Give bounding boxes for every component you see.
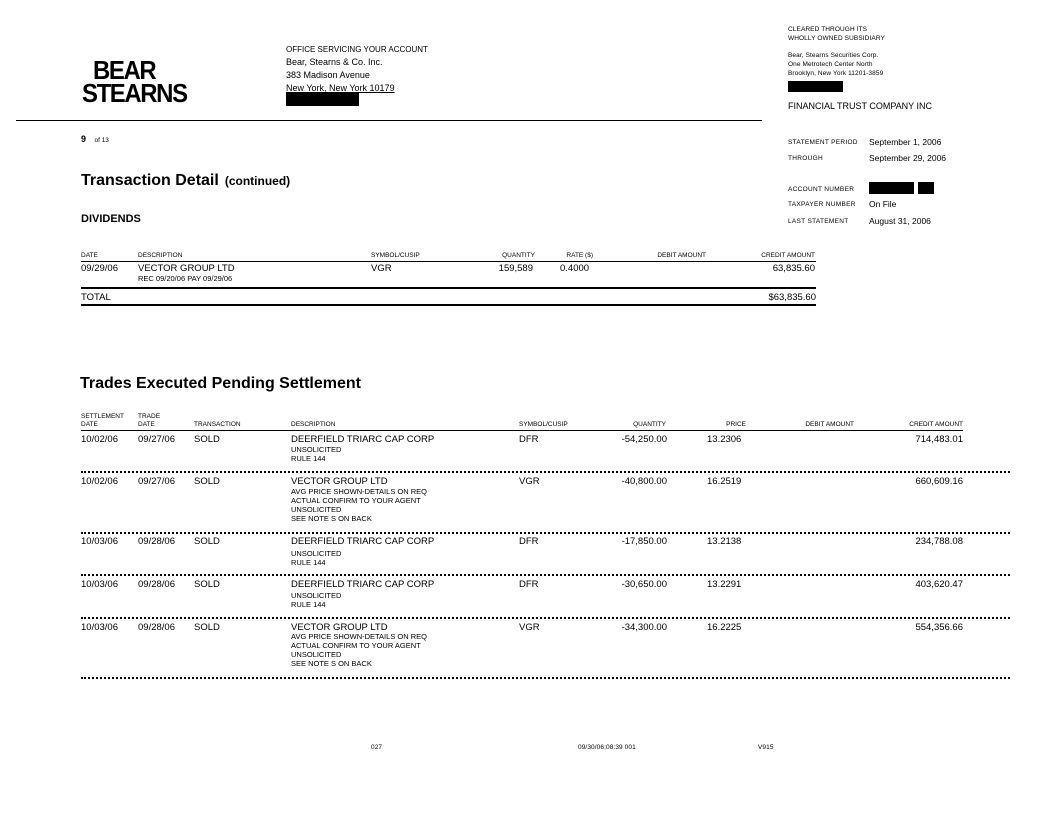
trade-trade-date: 09/28/06: [138, 579, 175, 590]
trades-col-trade: [138, 413, 160, 429]
trades-title: Trades Executed Pending Settlement: [80, 375, 361, 392]
trade-sub-3: SEE NOTE S ON BACK: [291, 514, 372, 523]
last-statement-label: LAST STATEMENT: [788, 218, 849, 225]
div-total-rule-top: [81, 287, 816, 289]
trade-trade-date: 09/28/06: [138, 536, 175, 547]
trade-description: VECTOR GROUP LTD: [291, 622, 388, 633]
transaction-detail-title: [81, 172, 290, 190]
footer-code-1: 027: [371, 744, 383, 751]
trade-settle-date: 10/03/06: [81, 579, 118, 590]
trade-transaction: SOLD: [194, 476, 220, 487]
trade-sub-1: ACTUAL CONFIRM TO YOUR AGENT: [291, 496, 421, 505]
trade-trade-date: 09/27/06: [138, 476, 175, 487]
clearing-heading-1: CLEARED THROUGH ITS: [788, 26, 868, 33]
div-header-rule: [81, 261, 816, 262]
trade-description: DEERFIELD TRIARC CAP CORP: [291, 536, 435, 547]
taxpayer-number-label: TAXPAYER NUMBER: [788, 201, 856, 208]
trades-col-debit: DEBIT AMOUNT: [805, 421, 854, 428]
trade-description: DEERFIELD TRIARC CAP CORP: [291, 579, 435, 590]
trades-col-transaction: TRANSACTION: [194, 421, 241, 428]
taxpayer-number-value: On File: [869, 199, 897, 209]
clearing-name: Bear, Stearns Securities Corp.: [788, 52, 879, 59]
trade-settle-date: 10/02/06: [81, 476, 118, 487]
office-address: 383 Madison Avenue: [286, 70, 370, 80]
dividends-title: DIVIDENDS: [81, 213, 141, 225]
trade-sub-0: UNSOLICITED: [291, 549, 342, 558]
trades-col-quantity: QUANTITY: [633, 421, 666, 428]
trade-credit: 660,609.16: [915, 476, 963, 487]
div-col-debit: DEBIT AMOUNT: [657, 252, 706, 259]
trade-quantity: -17,850.00: [621, 536, 667, 547]
trade-sub-0: AVG PRICE SHOWN-DETAILS ON REQ: [291, 632, 427, 641]
redaction-office: [286, 93, 359, 106]
redaction-account-1: [869, 182, 914, 194]
row-separator: [81, 532, 1010, 534]
trades-header-rule: [81, 430, 963, 431]
div-row-date: 09/29/06: [81, 263, 118, 274]
div-row-quantity: 159,589: [498, 263, 533, 274]
trade-credit: 234,788.08: [915, 536, 963, 547]
logo-line-2: STEARNS: [82, 78, 187, 108]
through-value: September 29, 2006: [869, 153, 947, 163]
trade-price: 13.2138: [707, 536, 742, 547]
page-number: 9: [81, 134, 87, 144]
trade-transaction: SOLD: [194, 434, 220, 445]
trades-col-credit: CREDIT AMOUNT: [909, 421, 963, 428]
bear-stearns-logo: [82, 55, 187, 108]
trade-credit: 554,356.66: [915, 622, 963, 633]
trade-quantity: -54,250.00: [621, 434, 667, 445]
trade-settle-date: 10/03/06: [81, 536, 118, 547]
trade-sub-2: UNSOLICITED: [291, 505, 342, 514]
clearing-heading-2: WHOLLY OWNED SUBSIDIARY: [788, 35, 885, 42]
office-name: Bear, Stearns & Co. Inc.: [286, 57, 383, 67]
trade-description: VECTOR GROUP LTD: [291, 476, 388, 487]
redaction-clearing: [788, 81, 843, 92]
footer-code-2: 09/30/06;08:39 001: [578, 744, 636, 751]
trade-settle-date: 10/03/06: [81, 622, 118, 633]
div-row-sub: REC 09/20/06 PAY 09/29/06: [138, 274, 233, 283]
continued-label: (continued): [224, 174, 291, 188]
trade-description: DEERFIELD TRIARC CAP CORP: [291, 434, 435, 445]
clearing-address: One Metrotech Center North: [788, 61, 873, 68]
page-of: of 13: [94, 137, 109, 144]
trades-col-settle-2: DATE: [81, 421, 98, 428]
trades-col-settle: [81, 413, 124, 429]
redaction-account-2: [918, 182, 934, 194]
trade-sub-3: SEE NOTE S ON BACK: [291, 659, 372, 668]
account-number-label: ACCOUNT NUMBER: [788, 186, 855, 193]
trade-transaction: SOLD: [194, 536, 220, 547]
row-separator: [81, 677, 1010, 679]
trade-symbol: DFR: [519, 579, 539, 590]
trade-sub-1: RULE 144: [291, 558, 326, 567]
trade-sub-0: UNSOLICITED: [291, 591, 342, 600]
div-total-label: TOTAL: [81, 292, 111, 303]
div-col-symbol: SYMBOL/CUSIP: [371, 252, 420, 259]
trade-sub-0: AVG PRICE SHOWN-DETAILS ON REQ: [291, 487, 427, 496]
transaction-detail-text: Transaction Detail: [81, 172, 219, 189]
div-row-description: VECTOR GROUP LTD: [138, 263, 235, 274]
div-total-value: $63,835.60: [768, 292, 816, 303]
trade-transaction: SOLD: [194, 579, 220, 590]
page-indicator: [81, 129, 109, 147]
trade-quantity: -30,650.00: [621, 579, 667, 590]
trades-col-settle-1: SETTLEMENT: [81, 413, 124, 420]
div-col-rate: RATE ($): [566, 252, 593, 259]
office-block: [286, 43, 428, 95]
trades-col-trade-1: TRADE: [138, 413, 161, 420]
account-holder: FINANCIAL TRUST COMPANY INC: [788, 101, 933, 111]
div-col-quantity: QUANTITY: [502, 252, 535, 259]
statement-period-value: September 1, 2006: [869, 137, 942, 147]
trade-settle-date: 10/02/06: [81, 434, 118, 445]
trade-sub-0: UNSOLICITED: [291, 445, 342, 454]
header-divider: [16, 120, 762, 121]
div-col-description: DESCRIPTION: [138, 252, 183, 259]
last-statement-value: August 31, 2006: [869, 216, 931, 226]
trade-sub-1: ACTUAL CONFIRM TO YOUR AGENT: [291, 641, 421, 650]
div-row-credit: 63,835.60: [772, 263, 815, 274]
trade-quantity: -34,300.00: [621, 622, 667, 633]
div-row-rate: 0.4000: [560, 263, 590, 274]
row-separator: [81, 617, 1010, 619]
row-separator: [81, 574, 1010, 576]
trade-sub-1: RULE 144: [291, 600, 326, 609]
div-row-symbol: VGR: [371, 263, 392, 274]
clearing-city: Brooklyn, New York 11201-3859: [788, 70, 884, 77]
trade-price: 16.2519: [707, 476, 742, 487]
office-city: New York, New York 10179: [286, 83, 395, 93]
trade-price: 13.2306: [707, 434, 742, 445]
trade-trade-date: 09/28/06: [138, 622, 175, 633]
trade-price: 13.2291: [707, 579, 742, 590]
div-col-date: DATE: [81, 252, 98, 259]
through-label: THROUGH: [788, 155, 823, 162]
office-heading: OFFICE SERVICING YOUR ACCOUNT: [286, 45, 428, 54]
trade-credit: 714,483.01: [915, 434, 963, 445]
trades-col-trade-2: DATE: [138, 421, 155, 428]
trade-sub-2: UNSOLICITED: [291, 650, 342, 659]
div-col-credit: CREDIT AMOUNT: [761, 252, 815, 259]
trade-symbol: VGR: [519, 476, 540, 487]
row-separator: [81, 471, 1010, 473]
trade-transaction: SOLD: [194, 622, 220, 633]
trade-sub-1: RULE 144: [291, 454, 326, 463]
trades-col-symbol: SYMBOL/CUSIP: [519, 421, 568, 428]
footer-code-3: V915: [758, 744, 774, 751]
logo-line-1: BEAR: [93, 55, 156, 85]
trades-col-description: DESCRIPTION: [291, 421, 336, 428]
trade-credit: 403,620.47: [915, 579, 963, 590]
trade-trade-date: 09/27/06: [138, 434, 175, 445]
trade-symbol: DFR: [519, 434, 539, 445]
div-total-rule-bottom: [81, 304, 816, 306]
trade-symbol: DFR: [519, 536, 539, 547]
trades-col-price: PRICE: [726, 421, 746, 428]
trade-symbol: VGR: [519, 622, 540, 633]
statement-period-label: STATEMENT PERIOD: [788, 139, 858, 146]
trade-price: 16.2225: [707, 622, 742, 633]
trade-quantity: -40,800.00: [621, 476, 667, 487]
